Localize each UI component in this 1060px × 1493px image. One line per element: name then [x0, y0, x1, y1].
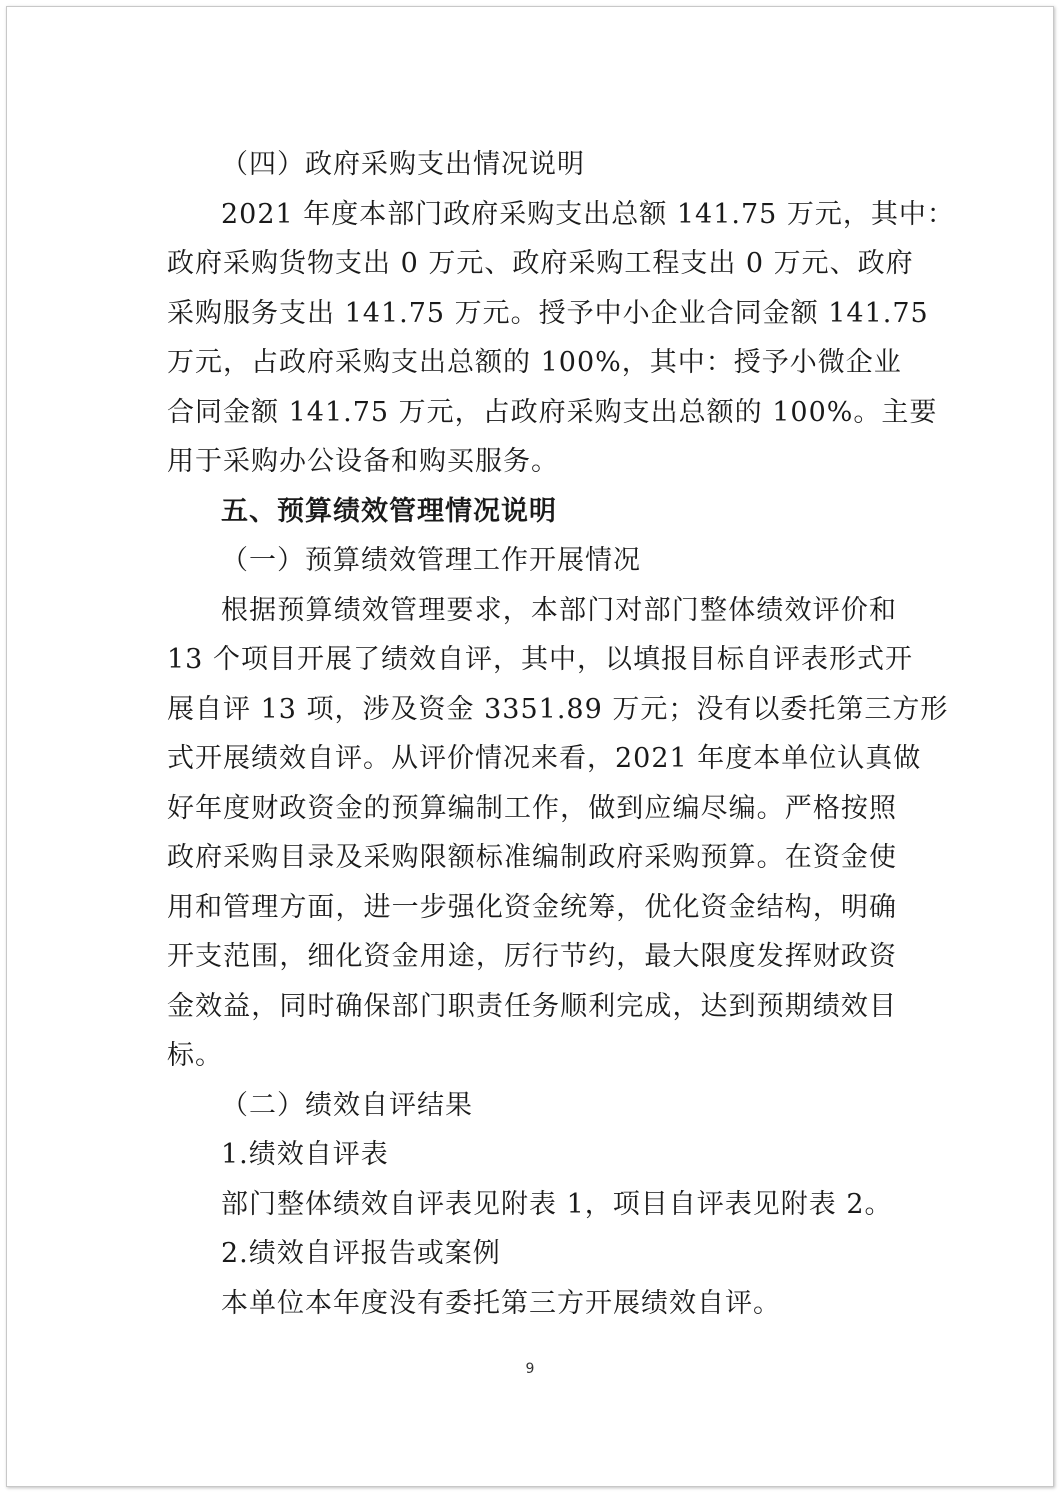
item1-text: 部门整体绩效自评表见附表 1，项目自评表见附表 2。	[221, 1188, 893, 1220]
item1-title: 1.绩效自评表	[221, 1139, 389, 1170]
section4-paragraph-line: 政府采购货物支出 0 万元、政府采购工程支出 0 万元、政府	[167, 248, 914, 279]
section5-sub1-paragraph-line: 13 个项目开展了绩效自评，其中，以填报目标自评表形式开	[167, 644, 913, 675]
section5-sub1-paragraph-line: 金效益，同时确保部门职责任务顺利完成，达到预期绩效目	[167, 990, 897, 1022]
item2-text: 本单位本年度没有委托第三方开展绩效自评。	[221, 1287, 781, 1319]
section5-sub1-heading: （一）预算绩效管理工作开展情况	[221, 545, 641, 576]
section5-sub1-paragraph-line: 标。	[167, 1040, 223, 1071]
section5-sub1-paragraph-line: 式开展绩效自评。从评价情况来看，2021 年度本单位认真做	[167, 743, 922, 774]
section5-sub2-heading: （二）绩效自评结果	[221, 1089, 473, 1121]
section5-sub1-paragraph-line: 根据预算绩效管理要求，本部门对部门整体绩效评价和	[221, 594, 897, 626]
section4-paragraph-line: 采购服务支出 141.75 万元。授予中小企业合同金额 141.75	[167, 297, 929, 329]
section5-sub1-paragraph-line: 开支范围，细化资金用途，厉行节约，最大限度发挥财政资	[167, 941, 897, 972]
section5-sub1-paragraph-line: 政府采购目录及采购限额标准编制政府采购预算。在资金使	[167, 842, 897, 873]
item2-title: 2.绩效自评报告或案例	[221, 1238, 501, 1269]
section5-sub1-paragraph-line: 用和管理方面，进一步强化资金统筹，优化资金结构，明确	[167, 891, 897, 923]
section4-paragraph-line: 用于采购办公设备和购买服务。	[167, 446, 559, 477]
page-content	[167, 140, 955, 1328]
section4-paragraph-line: 合同金额 141.75 万元，占政府采购支出总额的 100%。主要	[167, 396, 938, 428]
section4-heading: （四）政府采购支出情况说明	[221, 149, 585, 180]
section5-sub1-paragraph-line: 展自评 13 项，涉及资金 3351.89 万元；没有以委托第三方形	[167, 693, 949, 725]
page-number: 9	[525, 1361, 535, 1377]
section5-sub1-paragraph-line: 好年度财政资金的预算编制工作，做到应编尽编。严格按照	[167, 792, 897, 824]
section4-paragraph-line: 万元，占政府采购支出总额的 100%，其中：授予小微企业	[167, 347, 902, 378]
section5-heading: 五、预算绩效管理情况说明	[221, 495, 557, 527]
section4-paragraph-line: 2021 年度本部门政府采购支出总额 141.75 万元，其中：	[221, 198, 955, 230]
